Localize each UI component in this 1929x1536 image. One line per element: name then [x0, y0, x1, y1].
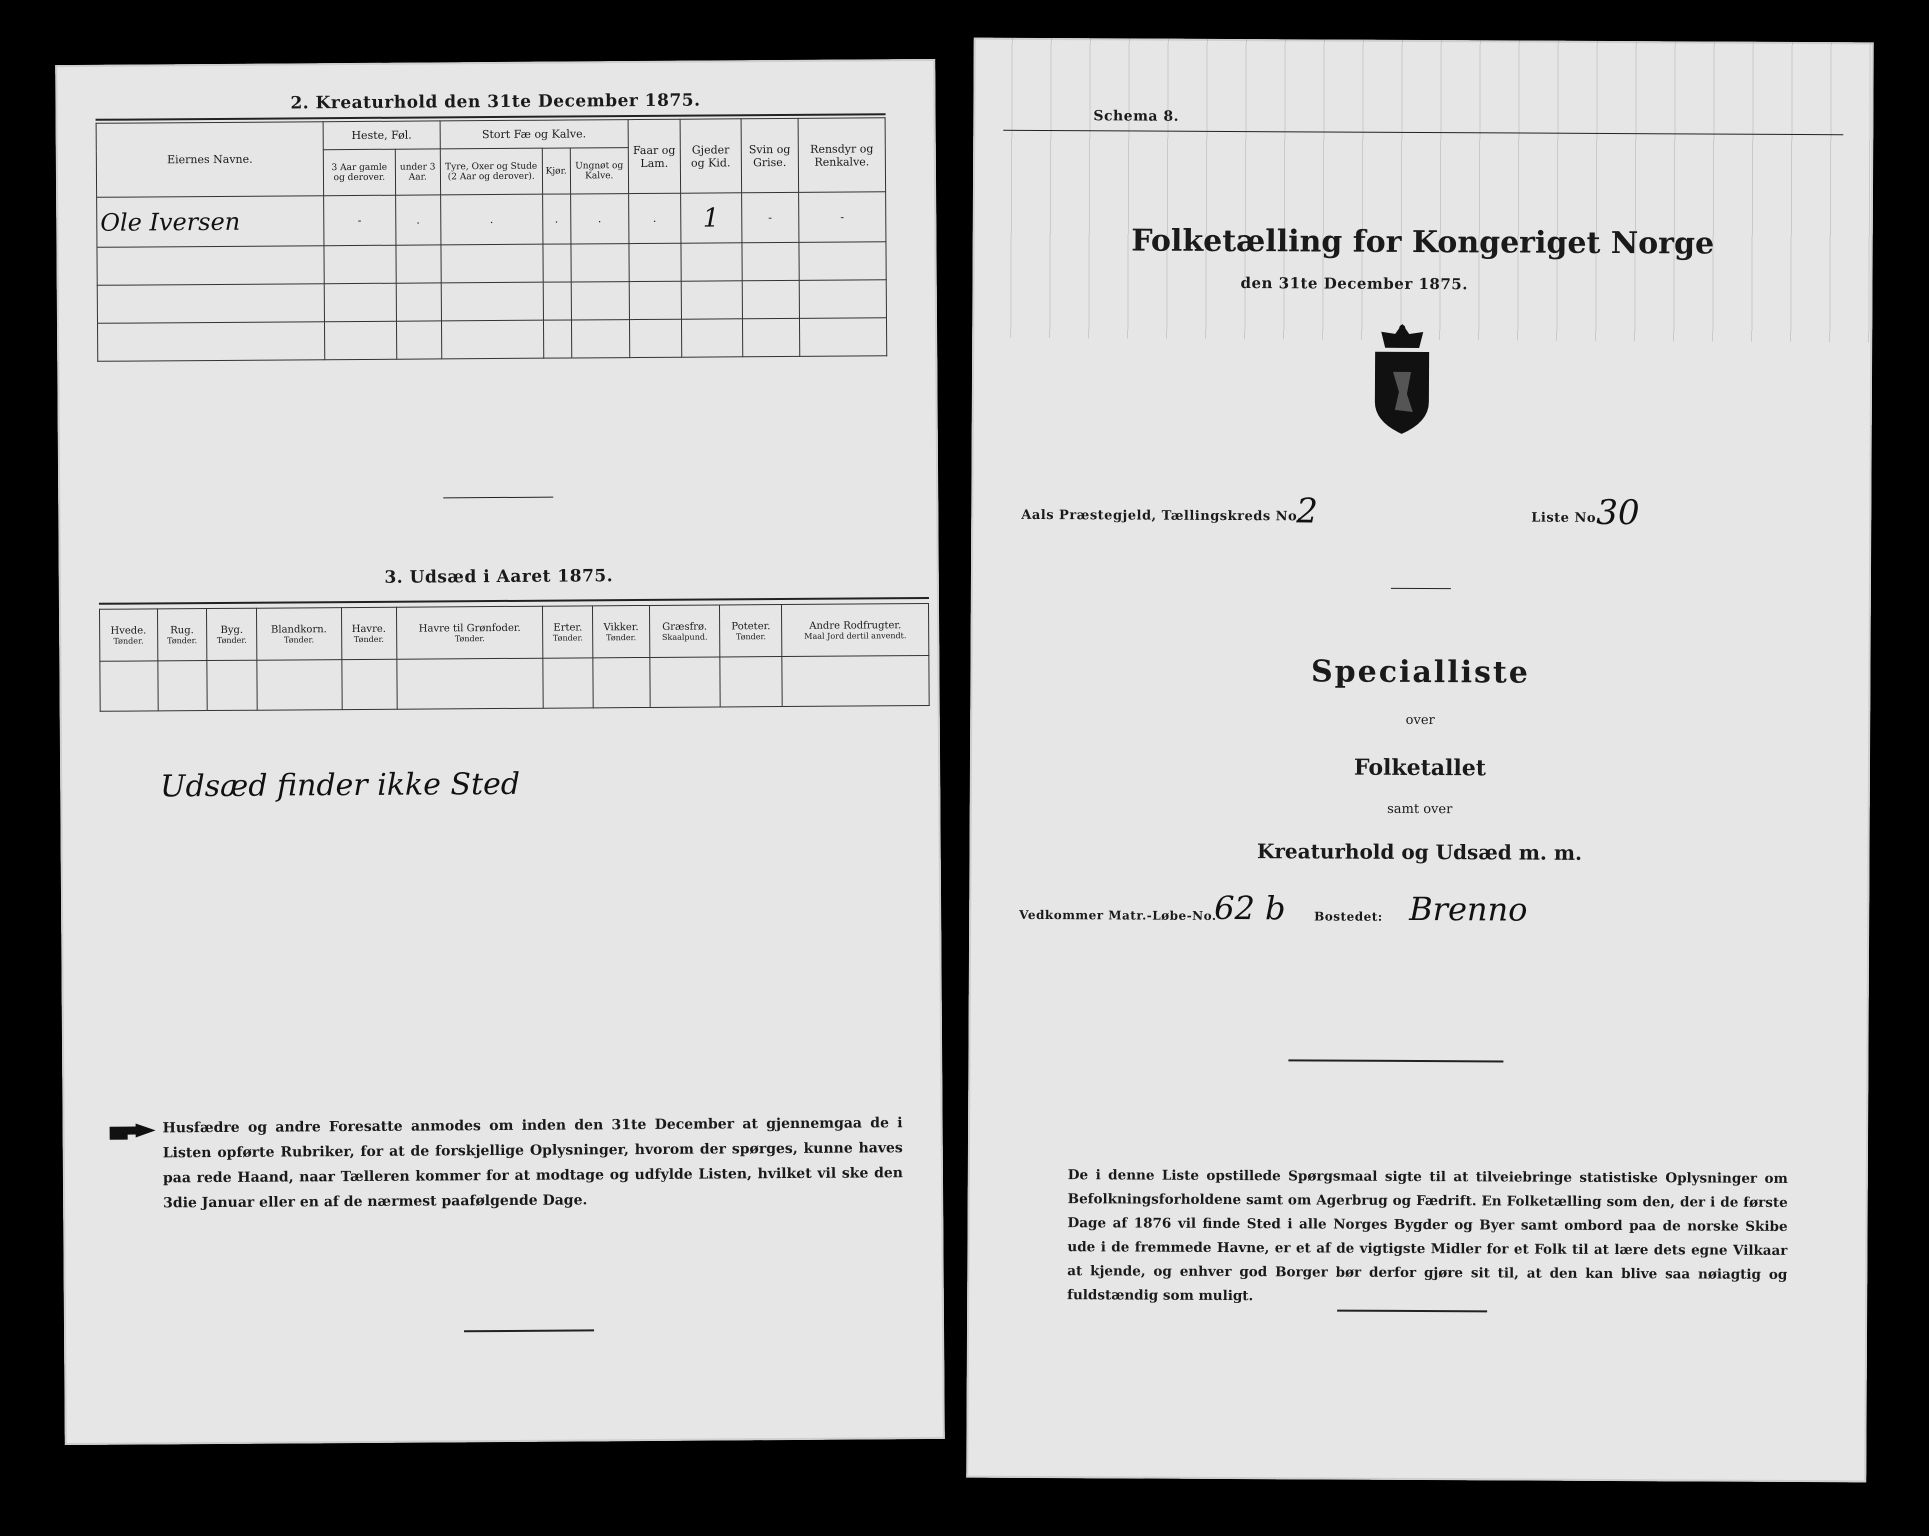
udsaed-header-name: Poteter.: [731, 620, 771, 632]
kreds-no: 2: [1296, 491, 1319, 532]
udsaed-cell: [397, 658, 544, 709]
liste-no: 30: [1596, 492, 1640, 534]
owner-name: Ole Iversen: [97, 196, 324, 248]
udsaed-header-unit: Tønder.: [454, 633, 485, 643]
over-label: over: [1405, 712, 1435, 729]
main-subtitle: den 31te December 1875.: [1240, 274, 1469, 294]
header-rensdyr: Rensdyr og Renkalve.: [798, 118, 886, 193]
bleed-through-grid: [972, 38, 1874, 343]
coat-of-arms-icon: [1367, 322, 1438, 437]
header-svin: Svin og Grise.: [741, 118, 799, 192]
header-stort: Stort Fæ og Kalve.: [440, 120, 628, 149]
kreatur-title: 2. Kreaturhold den 31te December 1875.: [290, 90, 701, 114]
udsaed-header-unit: Tønder.: [216, 635, 247, 645]
prestegjeld-label: Aals Præstegjeld, Tællingskreds No.: [1021, 507, 1303, 525]
liste-label: Liste No.: [1531, 510, 1601, 526]
udsaed-header-unit: Tønder.: [167, 635, 198, 645]
udsaed-header-name: Erter.: [553, 621, 583, 634]
udsaed-header-10: [782, 604, 929, 657]
udsaed-header-name: Havre.: [351, 623, 386, 635]
cell-v2: .: [395, 195, 440, 245]
bottom-rule: [464, 1329, 594, 1332]
empty-row: [97, 246, 324, 286]
udsaed-header-7: [593, 605, 650, 657]
empty-row: [97, 284, 324, 324]
udsaed-cell: [157, 661, 207, 711]
udsaed-cell: [207, 660, 257, 710]
rule-bottom: [1337, 1310, 1487, 1313]
udsaed-header-name: Andre Rodfrugter.: [809, 619, 902, 632]
udsaed-header-2: [207, 608, 257, 660]
cell-v9: -: [799, 192, 886, 243]
udsaed-header-unit: Tønder.: [283, 634, 315, 645]
header-stort-b: Kjør.: [542, 148, 570, 194]
header-owner: Eiernes Navne.: [96, 122, 324, 198]
kreaturhold-label: Kreaturhold og Udsæd m. m.: [1256, 839, 1583, 865]
header-gjeder: Gjeder og Kid.: [680, 119, 741, 193]
udsaed-cell: [100, 661, 158, 711]
cell-v4: .: [542, 194, 570, 244]
cell-v7: 1: [681, 193, 742, 243]
udsaed-header-1: [157, 609, 207, 661]
udsaed-cell: [720, 657, 782, 707]
divider-short: [443, 497, 553, 499]
samt-label: samt over: [1387, 801, 1453, 818]
udsaed-cell: [257, 660, 342, 711]
udsaed-header-name: Blandkorn.: [270, 623, 327, 636]
left-page: [55, 59, 945, 1445]
schema-label: Schema 8.: [1093, 108, 1180, 125]
cell-v1: -: [324, 195, 396, 245]
udsaed-header-8: [649, 605, 720, 657]
udsaed-header-name: Vikker.: [603, 621, 639, 633]
udsaed-note: Udsæd finder ikke Sted: [160, 766, 521, 805]
udsaed-table: [99, 603, 930, 712]
udsaed-header-9: [720, 605, 782, 657]
kreatur-table: [96, 117, 888, 362]
udsaed-header-4: [341, 607, 397, 659]
matr-no: 62 b: [1214, 888, 1286, 928]
cell-v5: .: [570, 194, 628, 244]
udsaed-cell: [650, 657, 721, 707]
udsaed-header-name: Rug.: [170, 624, 194, 636]
intro-paragraph: De i denne Liste opstillede Spørgsmaal sigte til at tilveiebringe statistiske Oplysninger om Befolkningsforholdene samt om Agerbrug og Fædrift. En Folketælling som den, der i de første Dage af 1876 vil finde Sted i alle Norges Bygder og Byer samt ombord paa de norske Skibe ude i de fremmede Havne, er et af de vigtigste Midler for et Folk til at lære dets egne Vilkaar at kjende, og enhver god Borger bør derfor gjøre sit til, at den kan blive saa nøiagtig og fuldstændig som muligt.: [1067, 1167, 1788, 1305]
pointing-hand-icon: [108, 1122, 158, 1142]
udsaed-header-name: Hvede.: [110, 624, 147, 637]
cell-v6: .: [628, 193, 680, 243]
udsaed-header-unit: Tønder.: [735, 631, 767, 641]
notice-text: Husfædre og andre Foresatte anmodes om inden den 31te December at gjennemgaa de i Listen opførte Rubriker, for at de forskjellige Oplysninger, hvorom der spørges, kunne haves paa rede Haand, naar Tælleren kommer for at modtage og udfylde Listen, hvilket vil ske den 3die Januar eller en af de nærmest paafølgende Dage.: [162, 1115, 904, 1212]
udsaed-header-unit: Tønder.: [552, 632, 583, 643]
header-heste: Heste, Føl.: [323, 121, 440, 150]
bostedet-label: Bostedet:: [1314, 909, 1383, 924]
udsaed-cell: [543, 658, 593, 708]
udsaed-header-name: Havre til Grønfoder.: [418, 622, 521, 635]
rule-mid: [1288, 1059, 1503, 1062]
main-title: Folketælling for Kongeriget Norge: [1131, 223, 1715, 262]
udsaed-header-unit: Tønder.: [113, 635, 144, 646]
udsaed-header-unit: Tønder.: [606, 632, 637, 642]
udsaed-header-5: [396, 606, 543, 659]
specialliste-title: Specialliste: [1310, 654, 1530, 691]
matr-label: Vedkommer Matr.-Løbe-No.: [1019, 907, 1217, 923]
udsaed-header-3: [257, 608, 342, 661]
header-stort-a: Tyre, Oxer og Stude (2 Aar og derover).: [440, 148, 542, 195]
udsaed-header-name: Græsfrø.: [662, 621, 708, 633]
empty-row: [97, 322, 324, 362]
udsaed-cell: [593, 657, 650, 707]
udsaed-cell: [341, 659, 397, 709]
udsaed-header-unit: Tønder.: [353, 634, 384, 644]
divider: [1391, 588, 1451, 589]
cell-v3: .: [440, 194, 542, 245]
header-heste-a: 3 Aar gamle og derover.: [323, 149, 395, 195]
right-page: [966, 38, 1874, 1483]
udsaed-header-unit: Maal Jord dertil anvendt.: [804, 630, 907, 641]
udsaed-header-name: Byg.: [220, 624, 244, 636]
bostedet-value: Brenno: [1409, 889, 1528, 929]
header-faar: Faar og Lam.: [628, 119, 681, 193]
udsaed-cell: [782, 656, 929, 707]
udsaed-title: 3. Udsæd i Aaret 1875.: [384, 566, 614, 588]
folketallet-label: Folketallet: [1353, 754, 1487, 782]
header-stort-c: Ungnøt og Kalve.: [570, 148, 628, 194]
cell-v8: -: [741, 192, 799, 242]
udsaed-header-6: [543, 606, 593, 658]
udsaed-header-unit: Skaalpund.: [661, 632, 708, 642]
header-heste-b: under 3 Aar.: [395, 149, 440, 195]
udsaed-header-0: [99, 609, 157, 661]
